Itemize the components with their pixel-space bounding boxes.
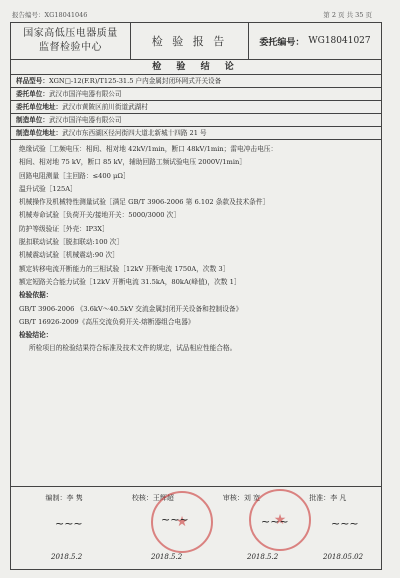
handwritten-signature-reviewer: ~~~ [261, 515, 289, 528]
test-item: 脱扣联动试验［脱扣联动:100 次］ [19, 238, 124, 247]
signature-date-checker: 2018.5.2 [151, 553, 183, 561]
info-row-manufacturer-address: 制造单位地址：武汉市东西湖区径河街四大道北新城十四路 21 号 [11, 127, 381, 140]
info-row-manufacturer: 制造单位：武汉市国洋电器有限公司 [11, 114, 381, 127]
entrust-cell [249, 23, 381, 59]
basis-standard: GB/T 3906-2006 《3.6kV～40.5kV 交流金属封闭开关设备和控制设备》 [19, 304, 243, 313]
test-item: 绝缘试验［工频电压：相间、相对地 42kV/1min，断口 48kV/1min；雷电冲击电压： [19, 145, 278, 153]
handwritten-signature-compiler: ~~~ [55, 517, 83, 530]
org-name-line1: 国家高低压电器质量 [23, 28, 118, 39]
conclusion-heading: 检验结论： [19, 331, 53, 340]
signature-block [11, 486, 381, 569]
basis-standard: GB/T 16926-2009《高压交流负荷开关-熔断器组合电器》 [19, 317, 195, 326]
page-indicator: 第 2 页 共 35 页 [323, 11, 372, 19]
report-number: 报告编号：XG18041046 [12, 11, 88, 19]
handwritten-signature-approver: ~~~ [331, 517, 359, 530]
info-row-client: 委托单位：武汉市国洋电器有限公司 [11, 88, 381, 101]
test-item: 额定短路关合能力试验［12kV 开断电流 31.5kA，80kA(峰值)，次数 1］ [19, 277, 241, 286]
signature-date-compiler: 2018.5.2 [51, 553, 83, 561]
signature-date-approver: 2018.05.02 [323, 553, 364, 561]
entrust-label: 委托编号： [259, 37, 305, 48]
role-approver: 批准：李 凡 [309, 494, 347, 502]
role-reviewer: 审核：刘 宽 [222, 494, 261, 502]
report-sheet [10, 22, 382, 570]
report-title: 检 验 报 告 [131, 23, 249, 59]
test-item: 额定转移电流开断能力的三相试验［12kV 开断电流 1750A，次数 3］ [19, 264, 230, 273]
test-item: 温升试验［125A］ [19, 184, 77, 193]
test-item: 机械寿命试验［负荷开关/接地开关：5000/3000 次］ [19, 211, 181, 220]
test-item: 相间、相对地 75 kV，断口 85 kV，辅助回路工频试验电压 2000V/1min］ [19, 158, 246, 167]
test-item: 防护等级验证［外壳：IP3X］ [19, 224, 109, 233]
basis-heading: 检验依据： [19, 291, 53, 300]
top-meta [12, 10, 372, 19]
conclusion-text: 所检项目的检验结果符合标准及技术文件的规定，试品相应性能合格。 [29, 344, 237, 353]
handwritten-signature-checker: ~~~ [161, 513, 189, 526]
test-item: 机械震动试验［机械震动:90 次］ [19, 251, 119, 260]
info-row-client-address: 委托单位地址：武汉市黄陂区前川街道武湖村 [11, 101, 381, 114]
test-item: 回路电阻测量［主回路：≤400 μΩ］ [19, 171, 130, 180]
test-items-body [11, 140, 381, 356]
entrust-number: WG18041027 [308, 36, 371, 46]
info-row-sample: 样品型号：XGN□-12(F.R)/T125-31.5 户内金属封闭环网式开关设备 [11, 75, 381, 88]
test-item: 机械操作及机械特性测量试验［满足 GB/T 3906-2006 第 6.102 条款及技术条件］ [19, 198, 270, 207]
org-cell [11, 23, 131, 59]
conclusion-title: 检 验 结 论 [11, 60, 381, 75]
role-compiler: 编制：李 隽 [45, 494, 83, 502]
org-name-line2: 监督检验中心 [39, 42, 102, 53]
signature-date-reviewer: 2018.5.2 [247, 553, 279, 561]
role-checker: 校核：王辉超 [131, 494, 174, 502]
report-header [11, 23, 381, 60]
